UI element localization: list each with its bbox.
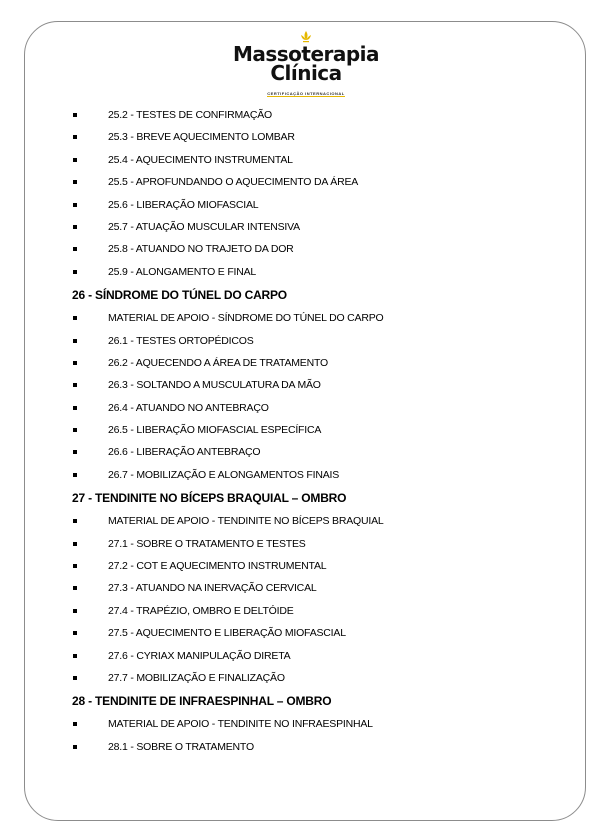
list-item [72,622,572,644]
square-bullet-icon [73,270,77,274]
list-item [72,374,572,396]
course-outline [72,104,572,758]
list-item [72,352,572,374]
list-item [72,555,572,577]
list-item [72,600,572,622]
logo-title-line1: Massoterapia [232,42,380,66]
list-item-label: 26.6 - LIBERAÇÃO ANTEBRAÇO [108,446,261,459]
list-item-label: 28.1 - SOBRE O TRATAMENTO [108,740,254,753]
list-item [72,330,572,352]
list-item [72,104,572,126]
list-item-label: 26.2 - AQUECENDO A ÁREA DE TRATAMENTO [108,356,328,369]
square-bullet-icon [73,316,77,320]
square-bullet-icon [73,450,77,454]
list-item-label: 27.3 - ATUANDO NA INERVAÇÃO CERVICAL [108,582,317,595]
list-item [72,149,572,171]
square-bullet-icon [73,722,77,726]
list-item [72,533,572,555]
list-item-label: 25.4 - AQUECIMENTO INSTRUMENTAL [108,153,293,166]
square-bullet-icon [73,158,77,162]
list-item-label: 26.5 - LIBERAÇÃO MIOFASCIAL ESPECÍFICA [108,424,322,437]
square-bullet-icon [73,361,77,365]
list-item-label: MATERIAL DE APOIO - TENDINITE NO BÍCEPS BRAQUIAL [108,515,384,528]
list-item [72,441,572,463]
list-item [72,736,572,758]
list-item [72,397,572,419]
list-item-label: 25.3 - BREVE AQUECIMENTO LOMBAR [108,131,295,144]
list-item-label: 25.7 - ATUAÇÃO MUSCULAR INTENSIVA [108,220,300,233]
list-item-label: 27.4 - TRAPÉZIO, OMBRO E DELTÓIDE [108,604,294,617]
square-bullet-icon [73,180,77,184]
square-bullet-icon [73,564,77,568]
brand-logo [0,30,612,100]
list-item [72,577,572,599]
square-bullet-icon [73,247,77,251]
list-item [72,419,572,441]
square-bullet-icon [73,225,77,229]
section-heading: 26 - SÍNDROME DO TÚNEL DO CARPO [72,288,287,303]
square-bullet-icon [73,113,77,117]
list-item-label: MATERIAL DE APOIO - TENDINITE NO INFRAESPINHAL [108,718,373,731]
square-bullet-icon [73,473,77,477]
list-item [72,194,572,216]
logo-subtitle: CERTIFICAÇÃO INTERNACIONAL [267,91,345,96]
list-item-label: 25.8 - ATUANDO NO TRAJETO DA DOR [108,243,294,256]
list-item [72,238,572,260]
list-item-label: 25.6 - LIBERAÇÃO MIOFASCIAL [108,198,259,211]
list-item-label: 25.9 - ALONGAMENTO E FINAL [108,265,257,278]
list-item [72,713,572,735]
list-item-label: MATERIAL DE APOIO - SÍNDROME DO TÚNEL DO CARPO [108,312,384,325]
list-item-label: 27.2 - COT E AQUECIMENTO INSTRUMENTAL [108,560,327,573]
section-heading: 28 - TENDINITE DE INFRAESPINHAL – OMBRO [72,694,332,709]
list-item-label: 26.3 - SOLTANDO A MUSCULATURA DA MÃO [108,379,321,392]
list-item-label: 26.7 - MOBILIZAÇÃO E ALONGAMENTOS FINAIS [108,468,340,481]
list-item-label: 27.7 - MOBILIZAÇÃO E FINALIZAÇÃO [108,671,285,684]
list-item [72,171,572,193]
square-bullet-icon [73,542,77,546]
section-heading: 27 - TENDINITE NO BÍCEPS BRAQUIAL – OMBRO [72,491,347,506]
list-item-label: 26.4 - ATUANDO NO ANTEBRAÇO [108,401,269,414]
square-bullet-icon [73,339,77,343]
list-item [72,261,572,283]
square-bullet-icon [73,406,77,410]
list-item-label: 27.5 - AQUECIMENTO E LIBERAÇÃO MIOFASCIAL [108,627,346,640]
square-bullet-icon [73,203,77,207]
list-item [72,464,572,486]
list-item [72,307,572,329]
list-item [72,216,572,238]
list-item [72,645,572,667]
square-bullet-icon [73,428,77,432]
list-item [72,667,572,689]
square-bullet-icon [73,519,77,523]
square-bullet-icon [73,586,77,590]
list-item-label: 25.2 - TESTES DE CONFIRMAÇÃO [108,109,272,121]
square-bullet-icon [73,135,77,139]
list-item [72,510,572,532]
square-bullet-icon [73,676,77,680]
logo-title-line2: Clínica [270,61,342,85]
square-bullet-icon [73,609,77,613]
square-bullet-icon [73,654,77,658]
list-item [72,126,572,148]
list-item-label: 27.6 - CYRIAX MANIPULAÇÃO DIRETA [108,649,291,662]
list-item-label: 26.1 - TESTES ORTOPÉDICOS [108,334,254,347]
list-item-label: 27.1 - SOBRE O TRATAMENTO E TESTES [108,537,306,550]
square-bullet-icon [73,383,77,387]
list-item-label: 25.5 - APROFUNDANDO O AQUECIMENTO DA ÁREA [108,176,359,189]
square-bullet-icon [73,745,77,749]
square-bullet-icon [73,631,77,635]
